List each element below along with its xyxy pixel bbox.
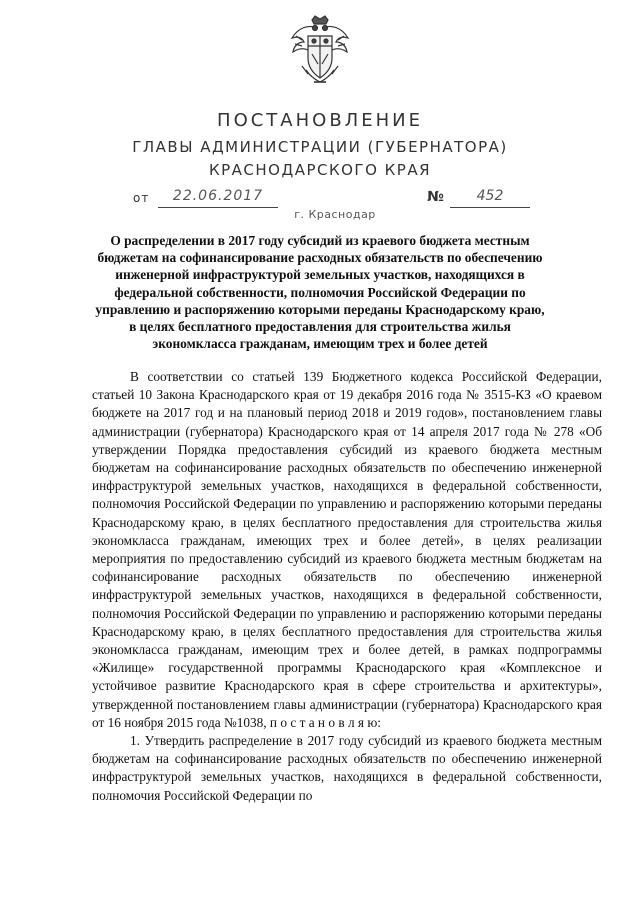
city-label: г. Краснодар <box>294 208 376 221</box>
title-line: федеральной собственности, полномочия Российской Федерации по <box>114 284 526 300</box>
title-line: О распределении в 2017 году субсидий из краевого бюджета местным <box>110 233 530 248</box>
document-number: 452 <box>450 185 530 208</box>
title-line: инженерной инфраструктурой земельных участков, находящихся в <box>115 267 525 283</box>
date-label: от <box>133 191 150 205</box>
title-line: управлению и распоряжению которыми переданы Краснодарскому краю, <box>95 301 545 317</box>
item-1-paragraph: 1. Утвердить распределение в 2017 году субсидий из краевого бюджета местным бюджетам на софинансирование расходных обязательств по обеспечению инженерной инфраструктурой земельных участков, находящихся в федеральной собственности, полномочия Российской Федерации по <box>92 733 602 803</box>
document-title <box>88 232 552 352</box>
title-line: бюджетам на софинансирование расходных обязательств по обеспечению <box>97 250 543 266</box>
document-date: 22.06.2017 <box>158 185 278 208</box>
title-line: экономкласса гражданам, имеющим трех и более детей <box>152 336 488 352</box>
coat-of-arms-emblem-icon <box>288 14 352 86</box>
title-line: в целях бесплатного предоставления для строительства жилья <box>129 319 511 335</box>
region-heading: КРАСНОДАРСКОГО КРАЯ <box>208 161 432 179</box>
document-body <box>92 368 602 805</box>
document-type-heading: ПОСТАНОВЛЕНИЕ <box>217 110 423 131</box>
preamble-paragraph: В соответствии со статьей 139 Бюджетного кодекса Российской Федерации, статьей 10 Закона Краснодарского края от 19 декабря 2016 года № 3515-КЗ «О краевом бюджете на 2017 год и на плановый период 2018 и 2019 годов», постановлением главы администрации (губернатора) Краснодарского края от 14 апреля 2017 года № 278 «Об утверждении Порядка предоставления субсидий из краевого бюджета местным бюджетам на софинансирование расходных обязательств по обеспечению инженерной инфраструктурой земельных участков, находящихся в федеральной собственности, полномочия Российской Федерации по управлению и распоряжению которыми переданы Краснодарскому краю, в целях бесплатного предоставления для строительства жилья экономкласса гражданам, имеющих трех и более детей», в целях реализации мероприятия по предоставлению субсидий из краевого бюджета местным бюджетам на софинансирование расходных обязательств по обеспечению инженерной инфраструктурой земельных участков, находящихся в федеральной собственности, полномочия Российской Федерации по управлению и распоряжению которыми переданы Краснодарскому краю, в целях бесплатного предоставления для строительства жилья экономкласса гражданам, имеющим трех и более детей, в рамках подпрограммы «Жилище» государственной программы Краснодарского края «Комплексное и устойчивое развитие Краснодарского края в сфере строительства и архитектуры», утвержденной постановлением главы администрации (губернатора) Краснодарского края от 16 ноября 2015 года №1038, п о с т а н о в л я ю: <box>92 369 602 730</box>
issuer-heading: ГЛАВЫ АДМИНИСТРАЦИИ (ГУБЕРНАТОРА) <box>132 138 508 156</box>
number-label: № <box>427 189 444 205</box>
